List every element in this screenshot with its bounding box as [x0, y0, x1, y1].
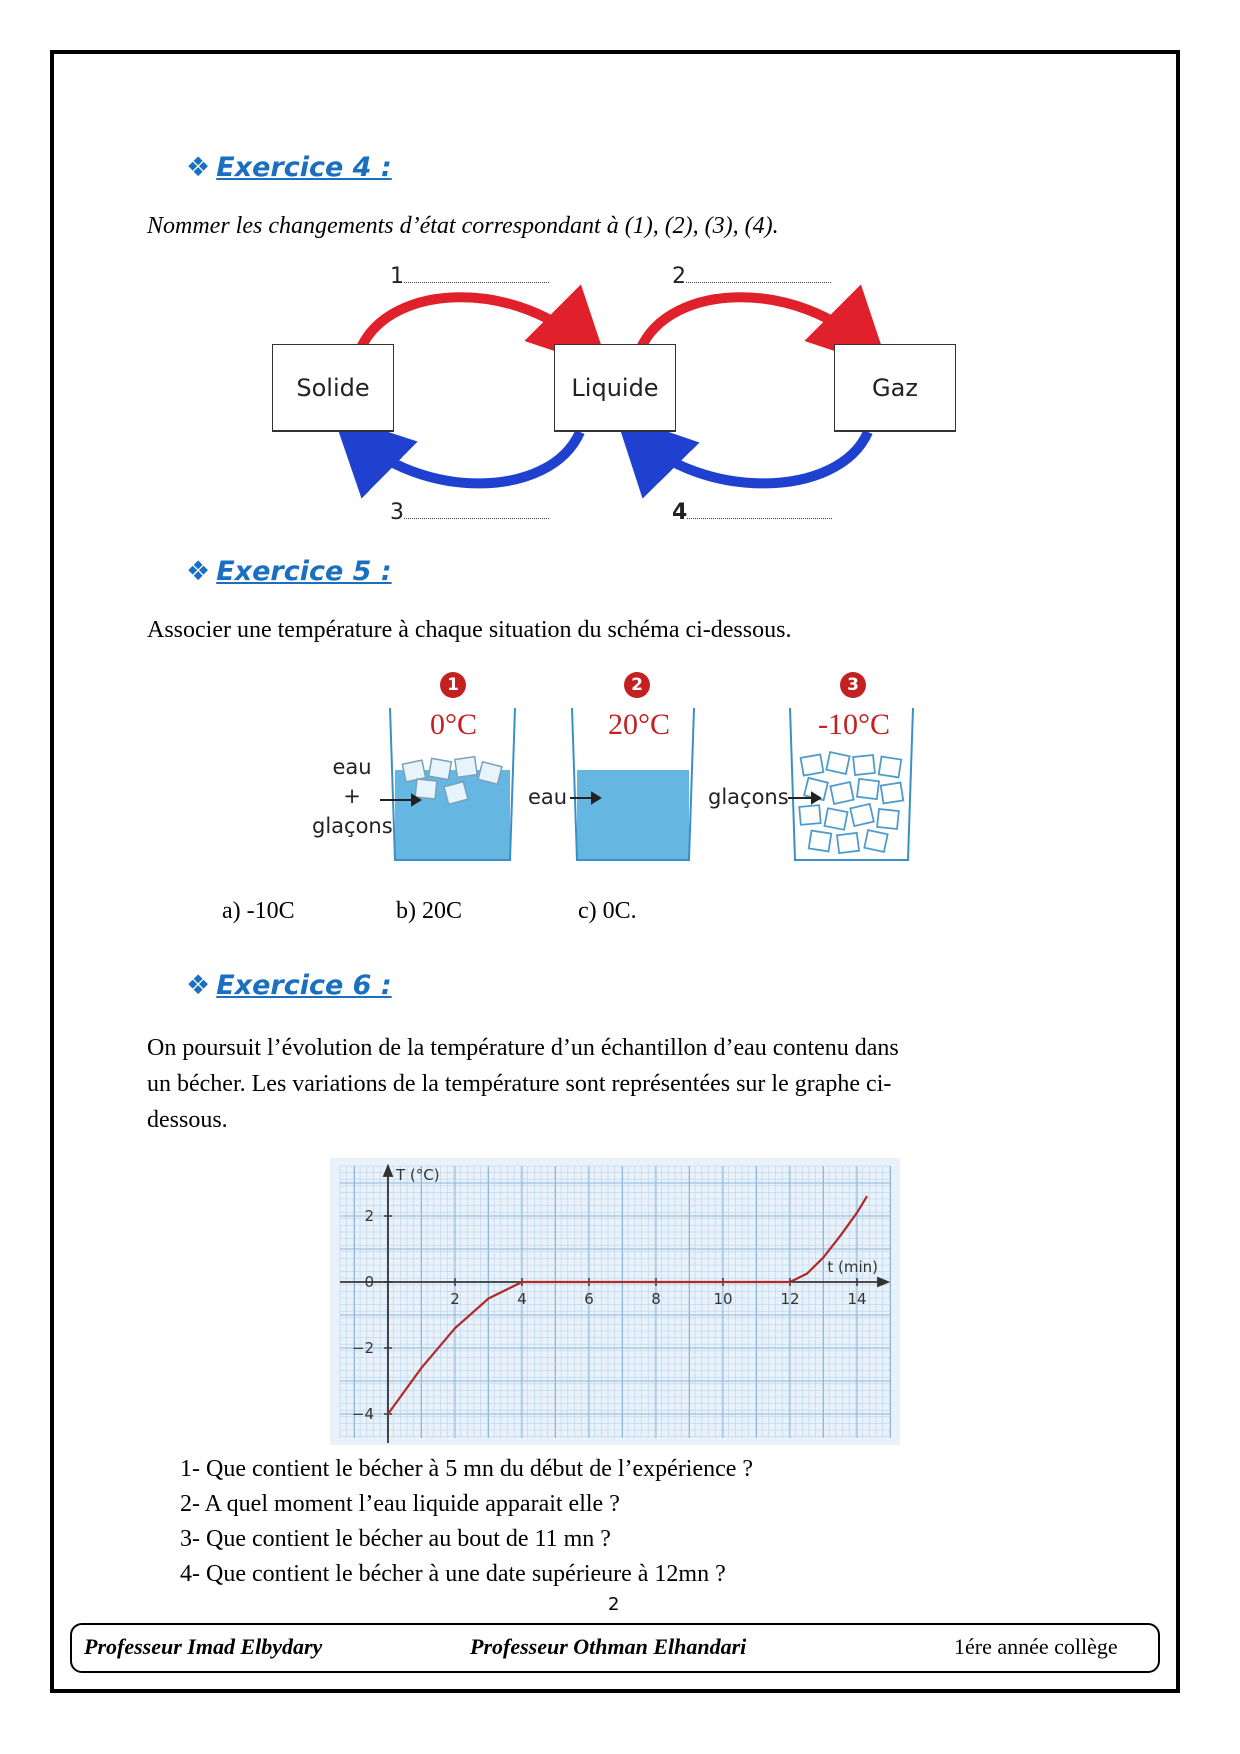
x-tick-label: 4	[517, 1290, 527, 1308]
x-tick-label: 10	[713, 1290, 733, 1308]
diamond-bullet-icon: ❖	[186, 970, 211, 1001]
beaker-3-number: 3	[840, 672, 866, 698]
x-tick-label: 8	[651, 1290, 661, 1308]
answer-c: c) 0C.	[578, 898, 637, 924]
beaker-3-temperature: -10°C	[818, 708, 890, 741]
x-tick-label: 6	[584, 1290, 594, 1308]
answer-b: b) 20C	[396, 898, 462, 924]
question-2: 2- A quel moment l’eau liquide apparait elle ?	[180, 1491, 620, 1517]
beaker-1-label-water: eau	[332, 755, 372, 779]
beaker-1-label-plus: +	[343, 784, 361, 808]
x-tick-label: 2	[450, 1290, 460, 1308]
blank-2: 2	[672, 264, 831, 289]
y-tick-label: 0	[364, 1273, 374, 1291]
answer-a: a) -10C	[222, 898, 295, 924]
exercise-6-heading: ❖ Exercice 6 :	[186, 970, 392, 1001]
state-box-gas: Gaz	[834, 344, 956, 432]
footer-center: Professeur Othman Elhandari	[470, 1634, 747, 1659]
y-tick-label: −4	[351, 1405, 374, 1423]
beaker-1-label-ice: glaçons	[312, 814, 393, 838]
x-tick-label: 14	[847, 1290, 867, 1308]
beaker-2-temperature: 20°C	[608, 708, 671, 741]
question-1: 1- Que contient le bécher à 5 mn du début de l’expérience ?	[180, 1456, 754, 1482]
question-3: 3- Que contient le bécher au bout de 11 mn ?	[180, 1526, 611, 1552]
questions-list	[180, 1452, 753, 1592]
footer-right: 1ére année collège	[954, 1634, 1118, 1659]
exercise-4-instruction: Nommer les changements d’état correspondant à (1), (2), (3), (4).	[147, 213, 779, 239]
exercise-6-paragraph-line-2: un bécher. Les variations de la température sont représentées sur le graphe ci-	[147, 1071, 892, 1097]
blank-3: 3	[390, 500, 549, 525]
y-tick-label: −2	[351, 1339, 374, 1357]
arrow-2-vaporization	[640, 297, 868, 350]
exercise-6-paragraph-line-1: On poursuit l’évolution de la température d’un échantillon d’eau contenu dans	[147, 1035, 899, 1061]
x-tick-label: 12	[780, 1290, 800, 1308]
state-box-solid: Solide	[272, 344, 394, 432]
beaker-3-label: glaçons	[708, 785, 789, 809]
arrow-3-solidification	[354, 432, 580, 483]
beaker-1-number: 1	[440, 672, 466, 698]
x-axis-label: t (min)	[827, 1258, 878, 1276]
exercise-5-instruction: Associer une température à chaque situation du schéma ci-dessous.	[147, 617, 792, 643]
y-tick-label: 2	[364, 1207, 374, 1225]
exercise-4-heading: ❖ Exercice 4 :	[186, 152, 392, 183]
diamond-bullet-icon: ❖	[186, 152, 211, 183]
question-4: 4- Que contient le bécher à une date supérieure à 12mn ?	[180, 1561, 726, 1587]
diamond-bullet-icon: ❖	[186, 556, 211, 587]
label-arrows	[300, 780, 840, 820]
arrow-1-melting	[360, 297, 588, 350]
blank-1: 1	[390, 264, 549, 289]
exercise-5-heading: ❖ Exercice 5 :	[186, 556, 392, 587]
blank-4: 4	[672, 500, 832, 525]
beaker-2-number: 2	[624, 672, 650, 698]
footer-left: Professeur Imad Elbydary	[84, 1634, 323, 1659]
y-axis-label: T (°C)	[396, 1166, 440, 1184]
arrow-4-liquefaction	[636, 432, 868, 483]
page-number: 2	[608, 1594, 620, 1615]
temperature-chart	[330, 1158, 900, 1445]
beaker-2-label: eau	[528, 785, 568, 809]
state-box-liquid: Liquide	[554, 344, 676, 432]
exercise-6-paragraph-line-3: dessous.	[147, 1107, 228, 1133]
beaker-1-temperature: 0°C	[430, 708, 478, 741]
